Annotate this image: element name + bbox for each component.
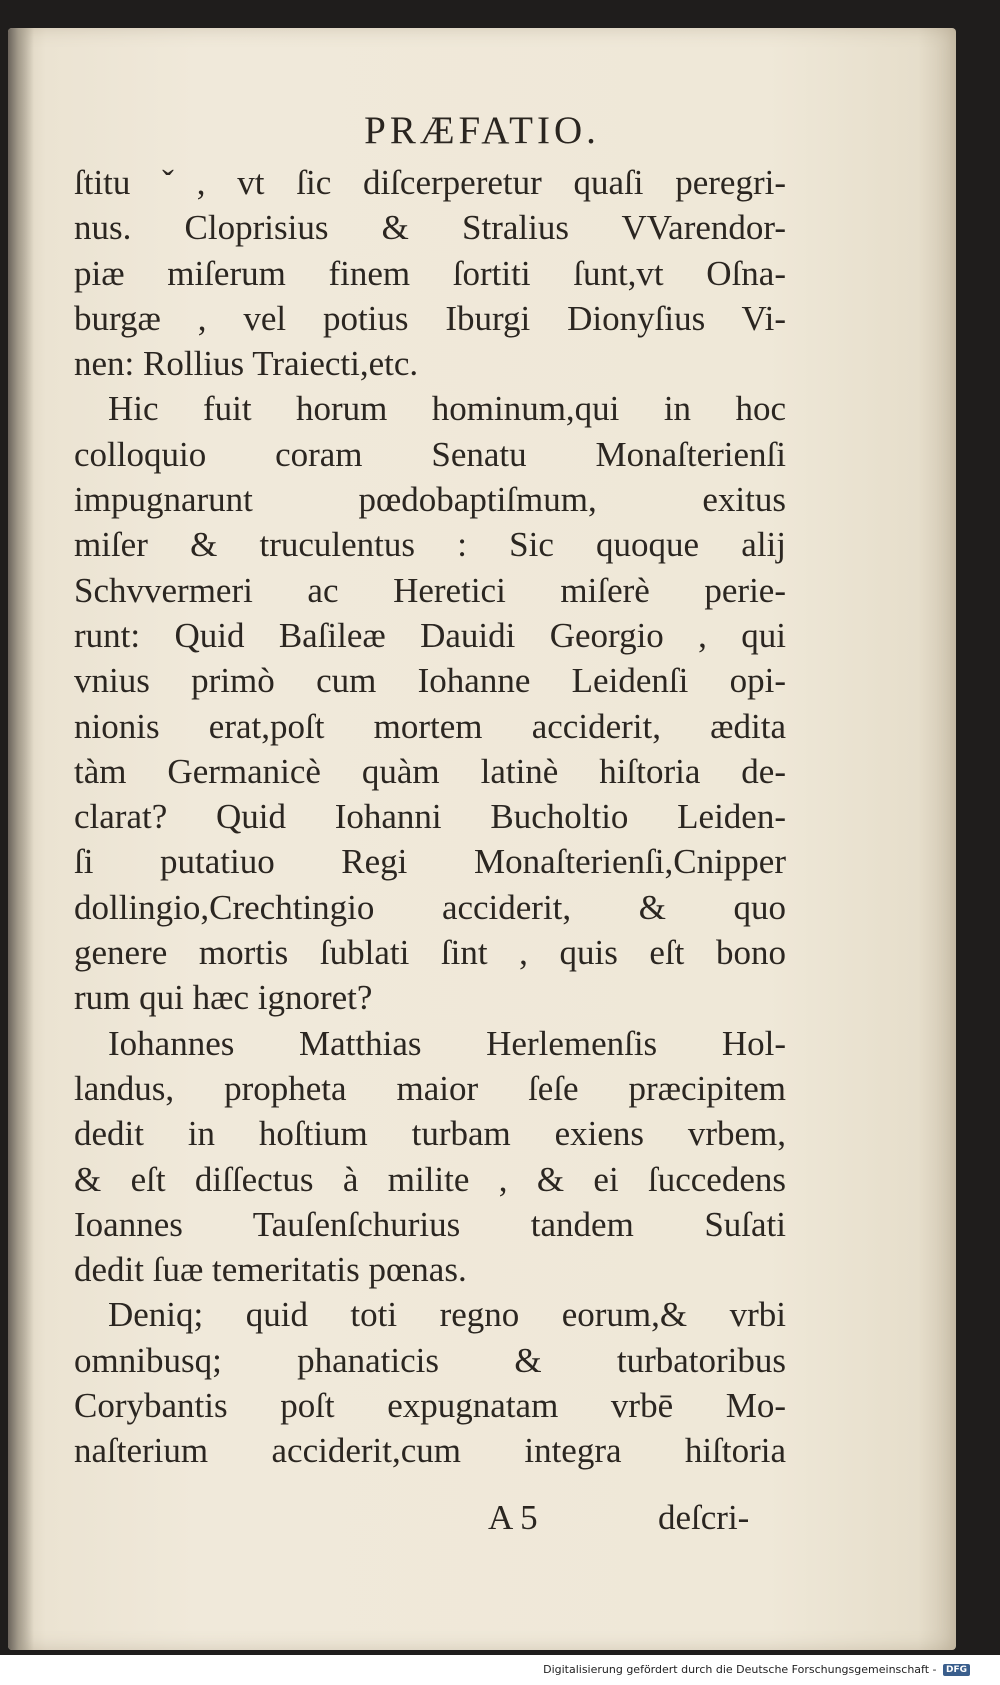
text-line: dollingio,Crechtingio acciderit, & quo bbox=[74, 887, 786, 927]
text-line: ſtitu ˇ, vt ſic diſcerperetur quaſi peregri- bbox=[74, 163, 786, 202]
text-line: Hic fuit horum hominum,qui in hoc bbox=[108, 389, 786, 429]
running-header: PRÆFATIO. bbox=[364, 109, 600, 152]
text-line: burgæ , vel potius Iburgi Dionyſius Vi- bbox=[74, 298, 786, 338]
digitization-credit bbox=[543, 1663, 970, 1676]
text-line: vnius primò cum Iohanne Leidenſi opi- bbox=[74, 661, 786, 701]
text-line: piæ miſerum finem ſortiti ſunt,vt Oſna- bbox=[74, 253, 786, 293]
page-footer bbox=[8, 1498, 956, 1548]
text-line: Schvvermeri ac Heretici miſerè perie- bbox=[74, 570, 786, 610]
text-line: rum qui hæc ignoret? bbox=[74, 978, 373, 1018]
dfg-logo-icon: DFG bbox=[943, 1664, 970, 1676]
page-gutter-shadow bbox=[8, 28, 34, 1650]
text-line: nus. Cloprisius & Stralius VVarendor- bbox=[74, 208, 786, 248]
body-text bbox=[74, 160, 786, 1474]
text-line: dedit ſuæ temeritatis pœnas. bbox=[74, 1250, 467, 1290]
text-line: nionis erat,poſt mortem acciderit, ædita bbox=[74, 706, 786, 746]
text-line: Ioannes Tauſenſchurius tandem Suſati bbox=[74, 1204, 786, 1244]
text-line: impugnarunt pœdobaptiſmum, exitus bbox=[74, 480, 786, 520]
signature-mark: A 5 bbox=[488, 1498, 538, 1537]
text-line: omnibusq; phanaticis & turbatoribus bbox=[74, 1340, 786, 1380]
text-line: landus, propheta maior ſeſe præcipitem bbox=[74, 1068, 786, 1108]
text-line: runt: Quid Baſileæ Dauidi Georgio , qui bbox=[74, 615, 786, 655]
text-line: dedit in hoſtium turbam exiens vrbem, bbox=[74, 1114, 786, 1154]
book-page bbox=[8, 28, 956, 1650]
text-line: nen: Rollius Traiecti,etc. bbox=[74, 344, 419, 384]
text-line: miſer & truculentus : Sic quoque alij bbox=[74, 525, 786, 565]
text-line: & eſt diſſectus à milite , & ei ſuccedens bbox=[74, 1159, 786, 1199]
text-line: naſterium acciderit,cum integra hiſtoria bbox=[74, 1431, 786, 1471]
text-line: Deniq; quid toti regno eorum,& vrbi bbox=[108, 1295, 786, 1335]
catchword: deſcri- bbox=[658, 1498, 750, 1537]
text-line: genere mortis ſublati ſint , quis eſt bono bbox=[74, 933, 786, 973]
text-line: Iohannes Matthias Herlemenſis Hol- bbox=[108, 1023, 786, 1063]
text-line: colloquio coram Senatu Monaſterienſi bbox=[74, 434, 786, 474]
text-line: tàm Germanicè quàm latinè hiſtoria de- bbox=[74, 751, 786, 791]
credit-text: Digitalisierung gefördert durch die Deutsche Forschungsgemeinschaft - bbox=[543, 1663, 937, 1676]
text-line: clarat? Quid Iohanni Bucholtio Leiden- bbox=[74, 797, 786, 837]
text-line: ſi putatiuo Regi Monaſterienſi,Cnipper bbox=[74, 842, 786, 882]
text-line: Corybantis poſt expugnatam vrbē Mo- bbox=[74, 1386, 786, 1426]
